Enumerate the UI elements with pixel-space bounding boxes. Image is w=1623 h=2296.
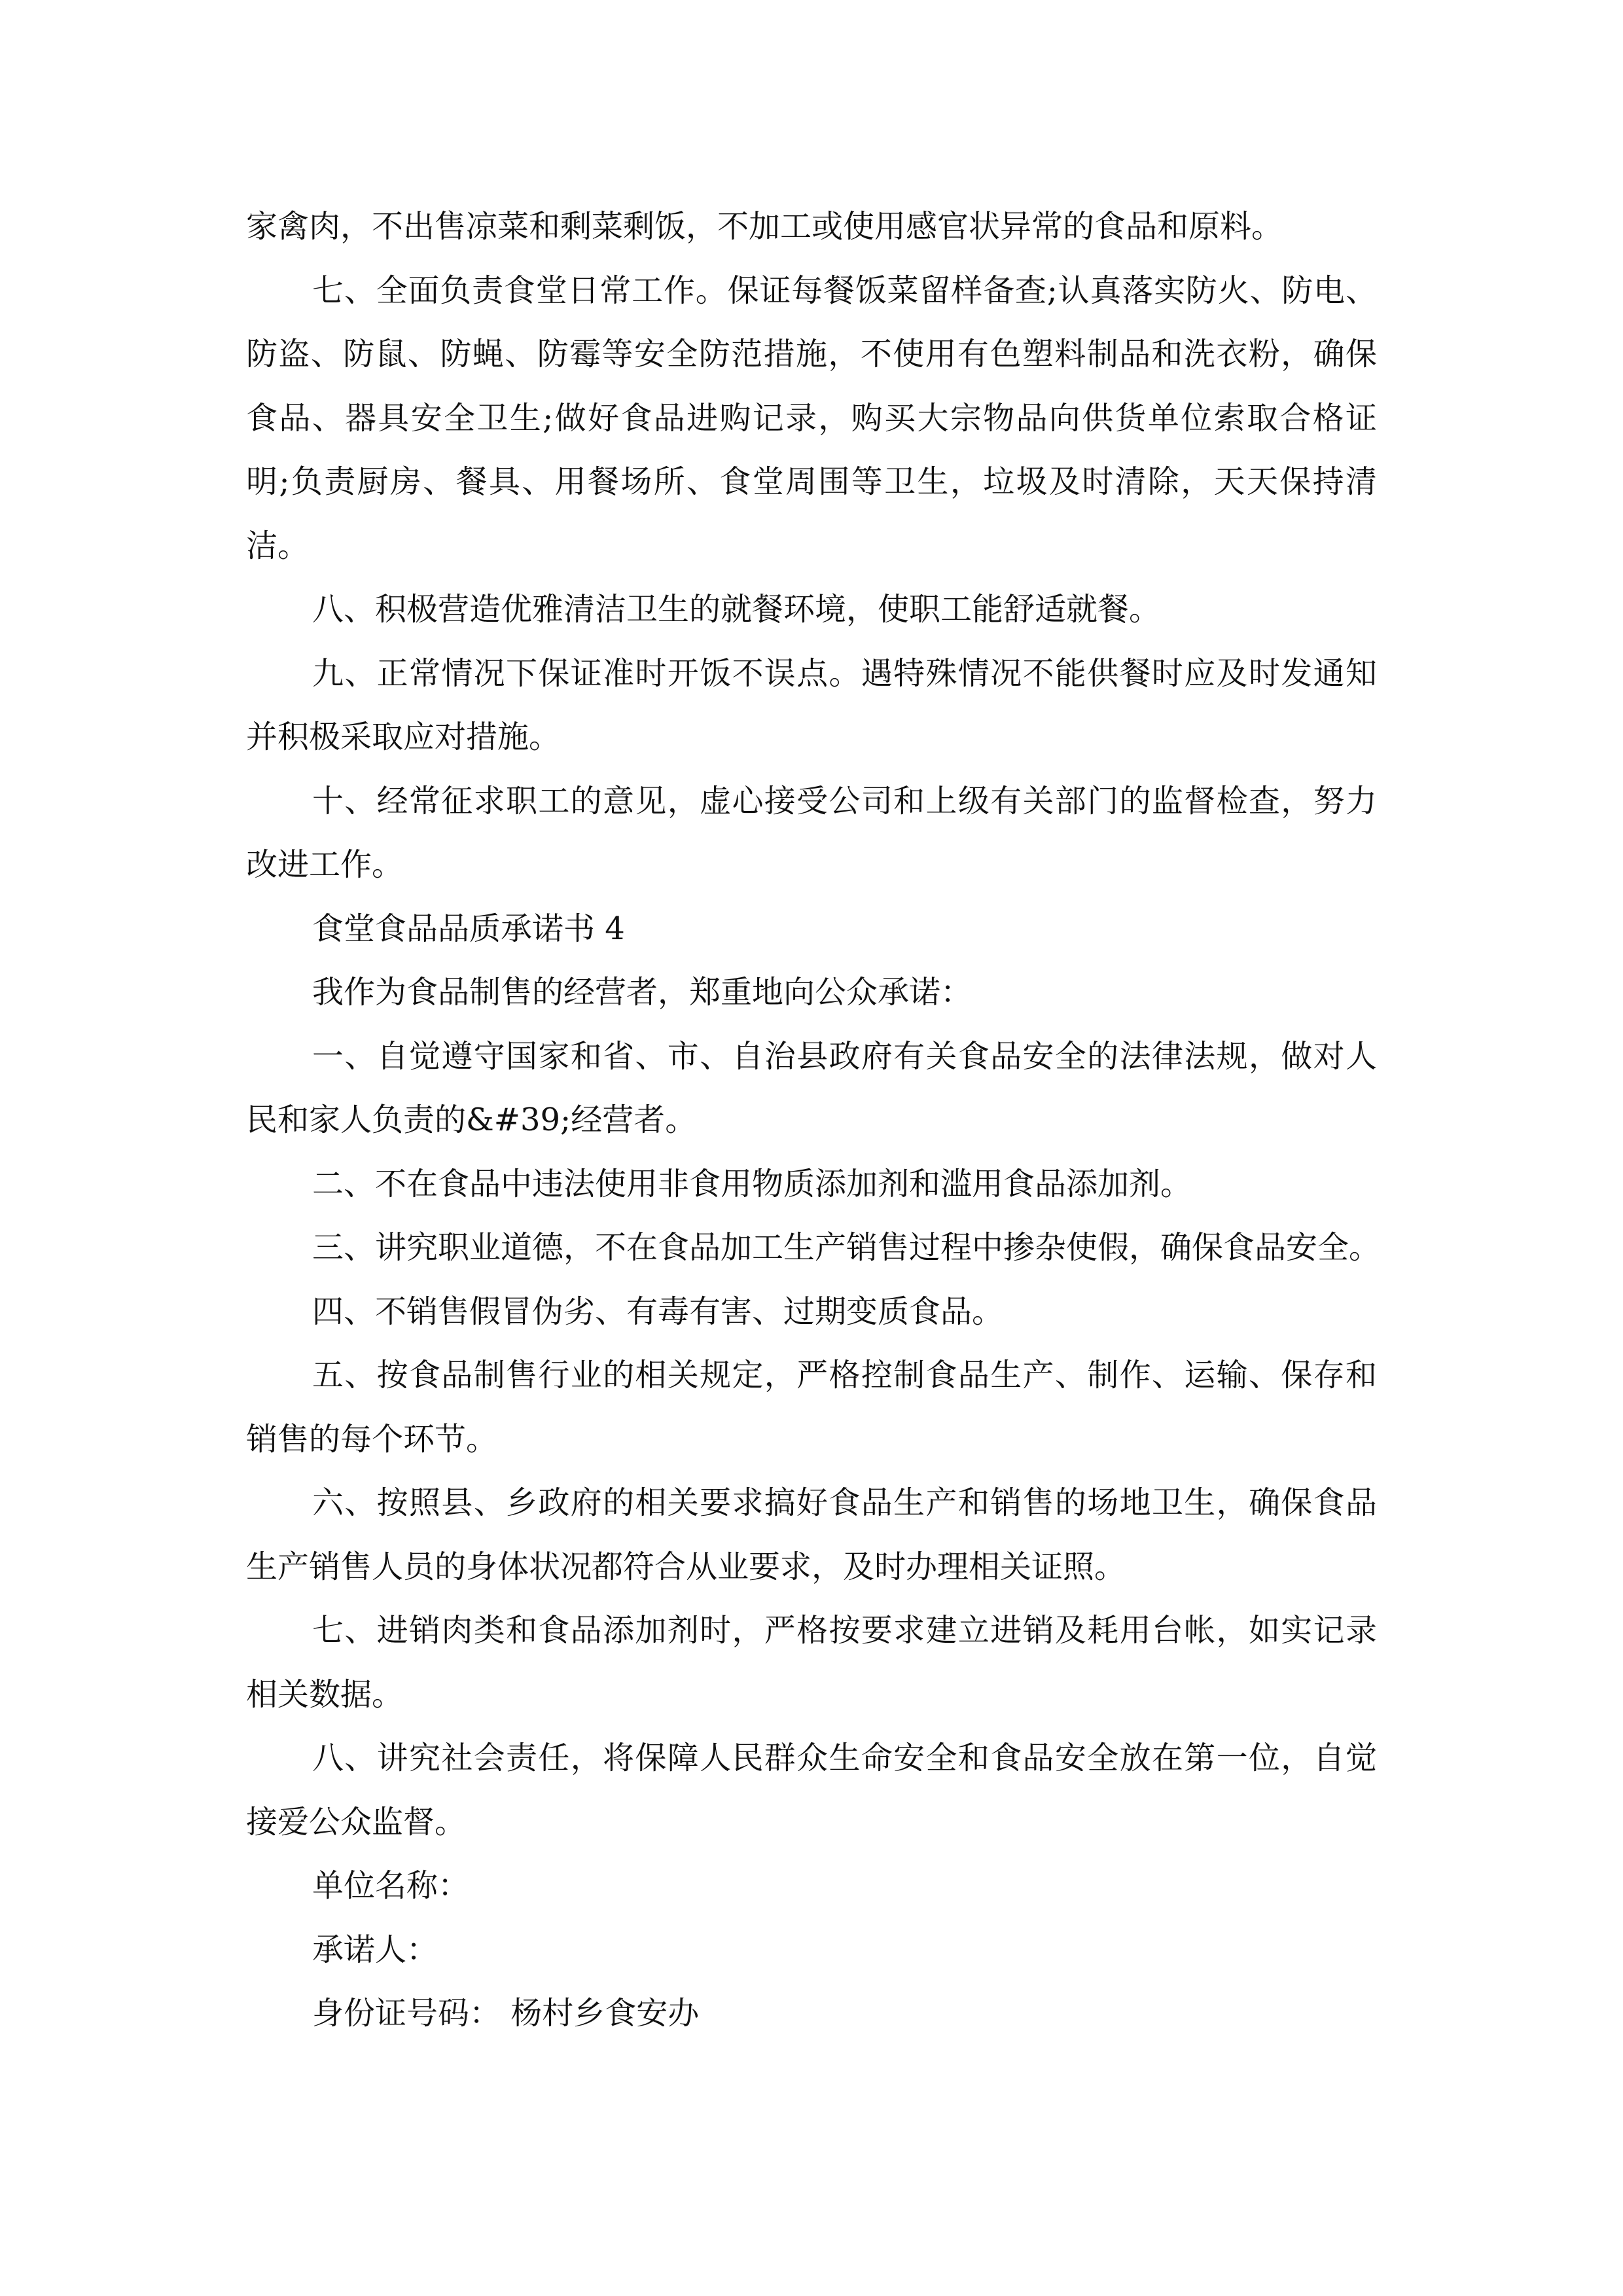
paragraph bbox=[246, 259, 1377, 579]
text-line: 民和家人负责的&#39;经营者。 bbox=[246, 1102, 697, 1138]
text-line: 食堂食品品质承诺书 4 bbox=[312, 910, 625, 947]
paragraph bbox=[246, 642, 1377, 770]
text-line: 八、讲究社会责任，将保障人民群众生命安全和食品安全放在第一位，自觉 bbox=[312, 1740, 1377, 1776]
text-line: 改进工作。 bbox=[246, 846, 404, 883]
document-body bbox=[246, 195, 1381, 2046]
text-line: 食品、器具安全卫生;做好食品进购记录，购买大宗物品向供货单位索取合格证 bbox=[246, 399, 1377, 437]
paragraph bbox=[246, 1918, 1377, 1982]
paragraph bbox=[246, 195, 1377, 259]
paragraph bbox=[246, 1153, 1377, 1217]
text-line: 八、积极营造优雅清洁卫生的就餐环境，使职工能舒适就餐。 bbox=[312, 591, 1161, 628]
text-line: 生产销售人员的身体状况都符合从业要求，及时办理相关证照。 bbox=[246, 1548, 1126, 1585]
paragraph bbox=[246, 961, 1377, 1025]
paragraph bbox=[246, 1216, 1381, 1280]
paragraph bbox=[246, 1280, 1377, 1344]
text-line: 我作为食品制售的经营者，郑重地向公众承诺： bbox=[312, 974, 972, 1011]
paragraph bbox=[246, 578, 1377, 642]
paragraph bbox=[246, 1344, 1377, 1471]
text-line: 相关数据。 bbox=[246, 1676, 404, 1713]
text-line: 十、经常征求职工的意见，虚心接受公司和上级有关部门的监督检查，努力 bbox=[312, 782, 1377, 819]
text-line: 洁。 bbox=[246, 527, 310, 564]
text-line: 六、按照县、乡政府的相关要求搞好食品生产和销售的场地卫生，确保食品 bbox=[312, 1484, 1377, 1521]
text-line: 七、进销肉类和食品添加剂时，严格按要求建立进销及耗用台帐，如实记录 bbox=[312, 1612, 1377, 1649]
paragraph bbox=[246, 1854, 1377, 1918]
text-line: 家禽肉，不出售凉菜和剩菜剩饭，不加工或使用感官状异常的食品和原料。 bbox=[246, 208, 1283, 245]
text-line: 接爱公众监督。 bbox=[246, 1803, 467, 1840]
text-line: 单位名称： bbox=[312, 1867, 470, 1904]
paragraph bbox=[246, 1727, 1377, 1854]
text-line: 承诺人： bbox=[312, 1931, 438, 1968]
text-line: 二、不在食品中违法使用非食用物质添加剂和滥用食品添加剂。 bbox=[312, 1165, 1192, 1202]
paragraph bbox=[246, 1471, 1377, 1599]
text-line: 五、按食品制售行业的相关规定，严格控制食品生产、制作、运输、保存和 bbox=[312, 1357, 1377, 1393]
text-line: 明;负责厨房、餐具、用餐场所、食堂周围等卫生，垃圾及时清除，天天保持清 bbox=[246, 463, 1377, 500]
paragraph bbox=[246, 1025, 1377, 1153]
text-line: 身份证号码： 杨村乡食安办 bbox=[312, 1995, 700, 2032]
paragraph bbox=[246, 1599, 1377, 1727]
text-line: 四、不销售假冒伪劣、有毒有害、过期变质食品。 bbox=[312, 1293, 1004, 1330]
text-line: 一、自觉遵守国家和省、市、自治县政府有关食品安全的法律法规，做对人 bbox=[312, 1037, 1377, 1075]
text-line: 销售的每个环节。 bbox=[246, 1420, 498, 1458]
paragraph bbox=[246, 897, 1377, 961]
paragraph bbox=[246, 770, 1377, 897]
text-line: 并积极采取应对措施。 bbox=[246, 719, 561, 755]
text-line: 防盗、防鼠、防蝇、防霉等安全防范措施，不使用有色塑料制品和洗衣粉，确保 bbox=[246, 336, 1377, 372]
paragraph bbox=[246, 1982, 1377, 2046]
text-line: 七、全面负责食堂日常工作。保证每餐饭菜留样备查;认真落实防火、防电、 bbox=[312, 272, 1377, 309]
text-line: 九、正常情况下保证准时开饭不误点。遇特殊情况不能供餐时应及时发通知 bbox=[312, 655, 1377, 692]
text-line: 三、讲究职业道德，不在食品加工生产销售过程中掺杂使假，确保食品安全。 bbox=[312, 1229, 1381, 1266]
